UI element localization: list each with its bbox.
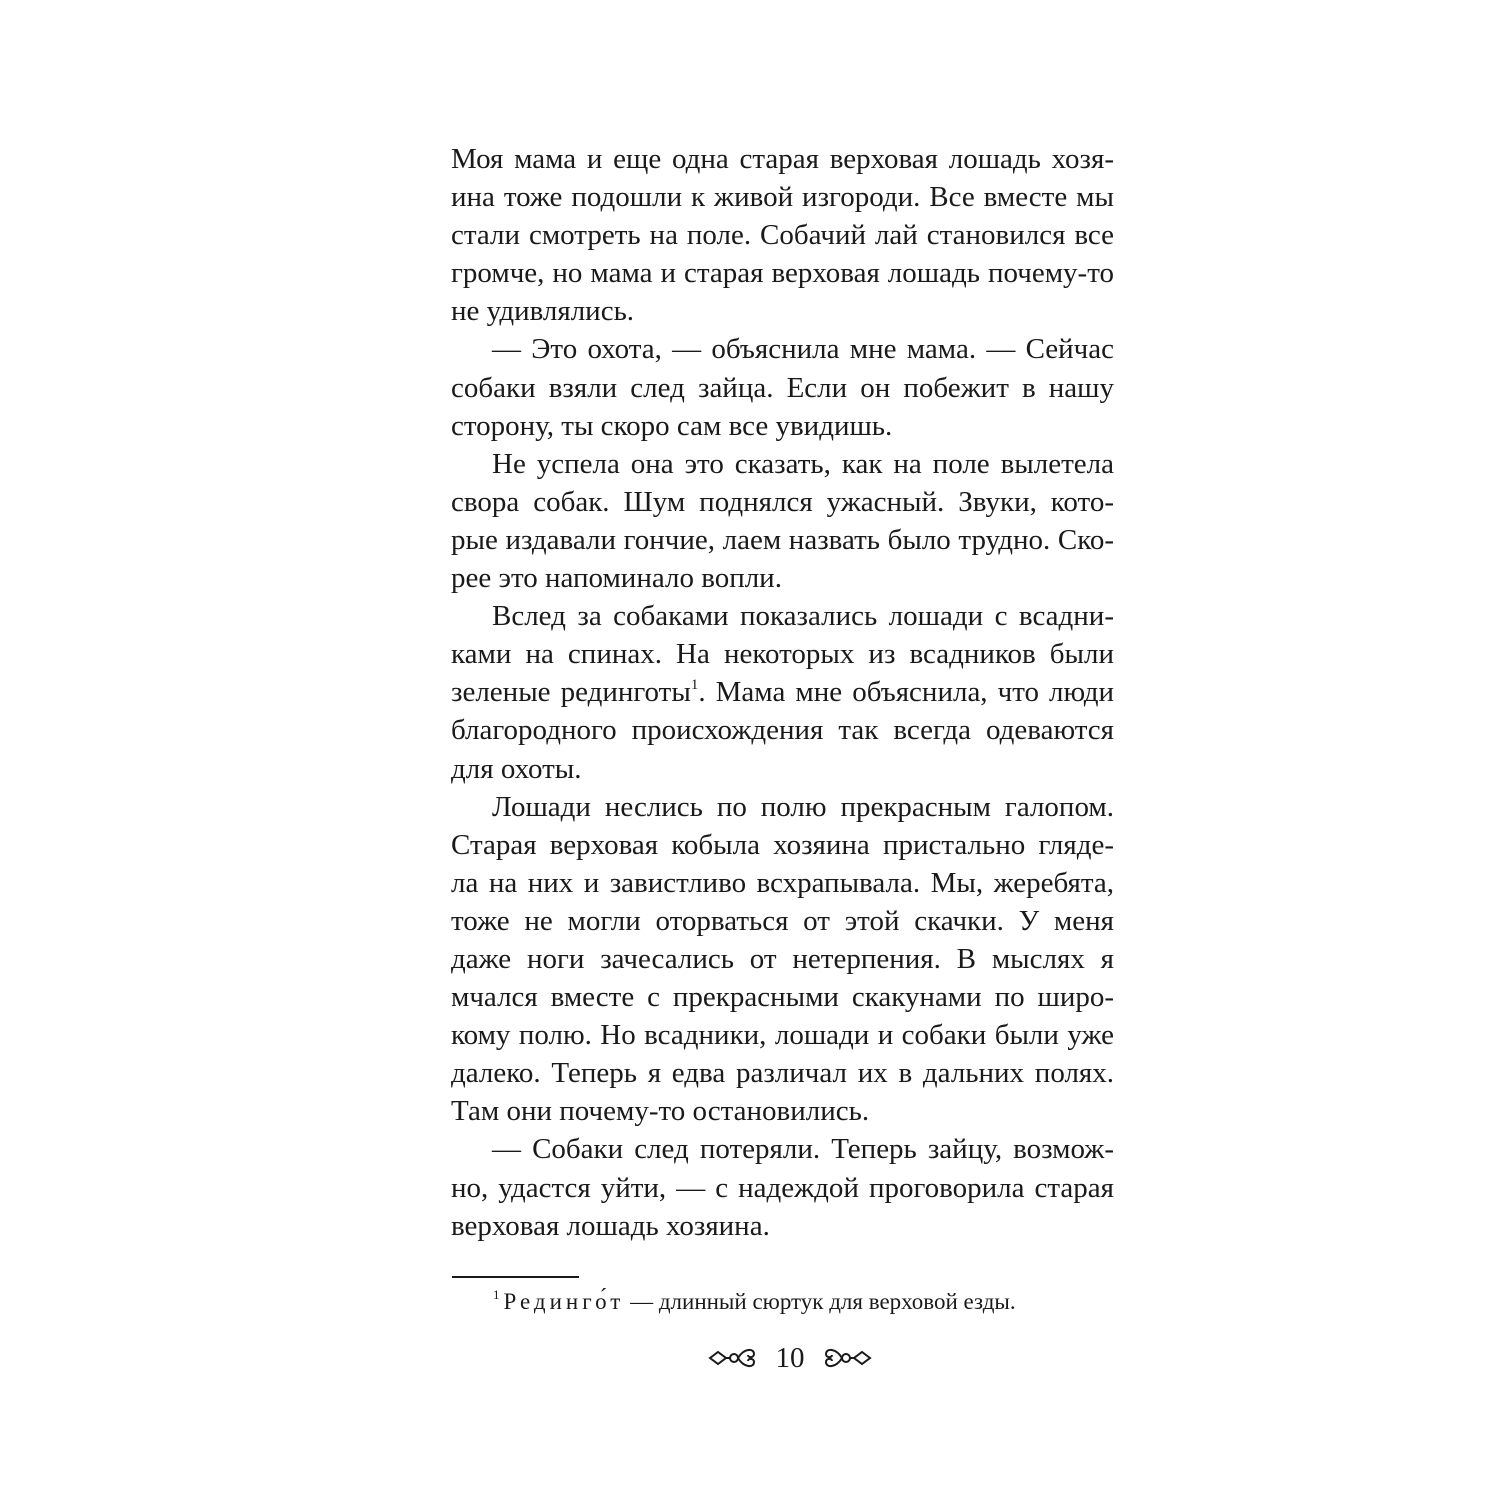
text-line: ина тоже подошли к живой изгороди. Все вместе мы: [451, 181, 1114, 214]
text-line: рые издавали гончие, лаем назвать было трудно. Ско-: [451, 523, 1114, 556]
text-line: даже ноги зачесались от нетерпения. В мыслях я: [451, 942, 1114, 975]
text-line: для охоты.: [451, 752, 582, 785]
text-line: стали смотреть на поле. Собачий лай становился все: [451, 219, 1114, 252]
page-footer: [690, 1340, 890, 1376]
text-line: громче, но мама и старая верховая лошадь почему-то: [451, 257, 1114, 290]
text-line-with-footnote: [451, 673, 1114, 711]
text-line: свора собак. Шум поднялся ужасный. Звуки, кото-: [451, 485, 1114, 518]
text-line: Лошади неслись по полю прекрасным галопом.: [492, 790, 1114, 823]
text-line: Не успела она это сказать, как на поле вылетела: [492, 447, 1114, 480]
page-number: 10: [775, 1342, 805, 1374]
footnote: [493, 1287, 1016, 1317]
text-line: верховая лошадь хозяина.: [451, 1209, 770, 1242]
footnote-divider: [452, 1276, 579, 1278]
text-line: Старая верховая кобыла хозяина пристально гляде-: [451, 828, 1114, 861]
text-line: мчался вместе с прекрасными скакунами по широ-: [451, 981, 1114, 1014]
text-line: — Собаки след потеряли. Теперь зайцу, возмож-: [492, 1133, 1114, 1166]
text-line: ла на них и завистливо всхрапывала. Мы, жеребята,: [451, 866, 1114, 899]
text-line: — Это охота, — объяснила мне мама. — Сейчас: [492, 333, 1114, 366]
text-line: рее это напоминало вопли.: [451, 562, 782, 595]
flourish-right-icon: [820, 1344, 872, 1372]
text-line: не удивлялись.: [451, 295, 635, 328]
body-text: [451, 140, 1114, 1245]
text-line: далеко. Теперь я едва различал их в дальних полях.: [451, 1057, 1114, 1090]
text-line: благородного происхождения так всегда одеваются: [451, 714, 1114, 747]
text-segment: зеленые рединготы: [451, 676, 691, 709]
text-line: Вслед за собаками показались лошади с всадни-: [492, 600, 1114, 633]
footnote-marker: 1: [493, 1287, 500, 1302]
text-line: Там они почему-то остановились.: [451, 1095, 870, 1128]
footnote-text: — длинный сюртук для верховой езды.: [624, 1289, 1016, 1314]
text-line: собаки взяли след зайца. Если он побежит в нашу: [451, 371, 1114, 404]
footnote-reference[interactable]: 1: [690, 677, 699, 694]
text-line: но, удастся уйти, — с надеждой проговорила старая: [451, 1171, 1114, 1204]
text-line: кому полю. Но всадники, лошади и собаки были уже: [451, 1019, 1114, 1052]
flourish-left-icon: [708, 1344, 760, 1372]
text-segment: . Мама мне объяснила, что люди: [698, 676, 1114, 709]
text-line: сторону, ты скоро сам все увидишь.: [451, 409, 893, 442]
text-line: Моя мама и еще одна старая верховая лошадь хозя-: [451, 143, 1114, 175]
footnote-term: Рединго́т: [503, 1289, 625, 1314]
text-line: ками на спинах. На некоторых из всадников были: [451, 638, 1114, 671]
text-line: тоже не могли оторваться от этой скачки. У меня: [451, 904, 1114, 937]
